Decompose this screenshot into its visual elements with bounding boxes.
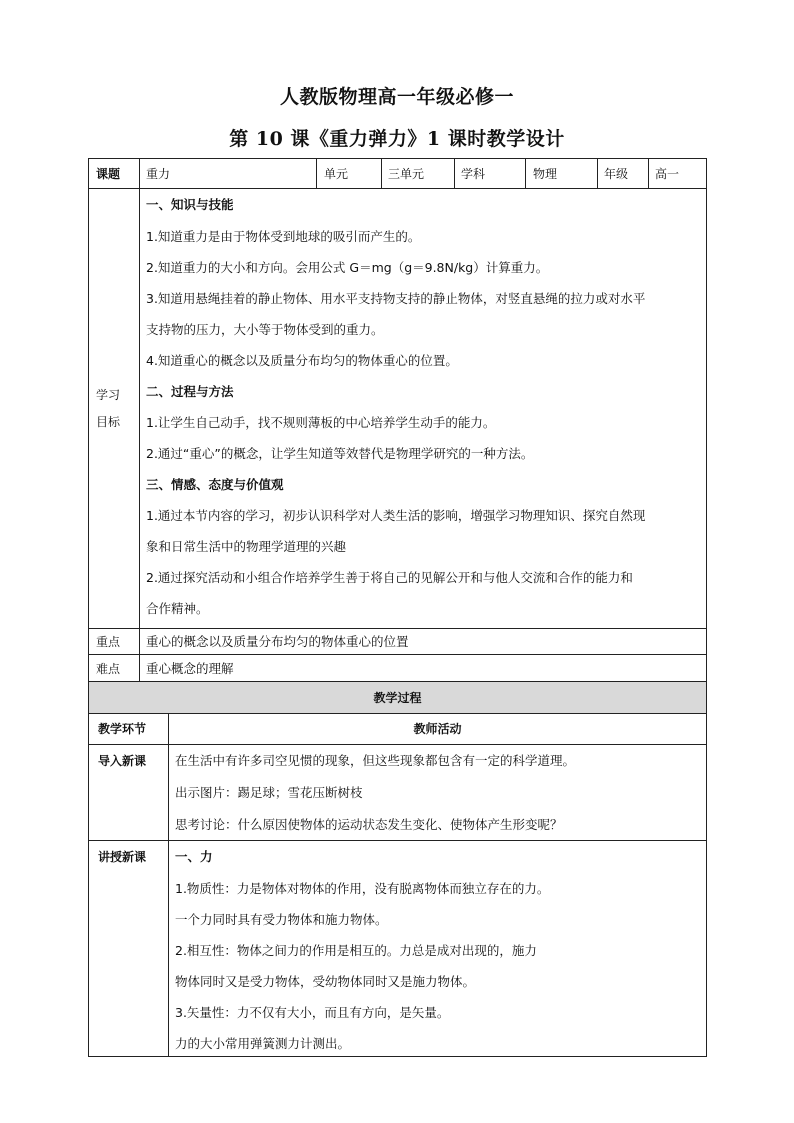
objective-line: 三、情感、态度与价值观 [146,477,284,492]
objective-line: 支持物的压力，大小等于物体受到的重力。 [146,322,384,337]
document-title: 人教版物理高一年级必修一 [279,86,514,108]
intro-line: 出示图片：踢足球；雪花压断树枝 [175,785,363,800]
objective-line: 4.知道重心的概念以及质量分布均匀的物体重心的位置。 [146,353,458,368]
process-header: 教学过程 [373,691,422,705]
lecture-line: 力的大小常用弹簧测力计测出。 [175,1036,351,1051]
lecture-label: 讲授新课 [98,850,147,864]
objective-line: 一、知识与技能 [146,197,234,212]
key-point-label: 重点 [96,635,121,649]
objective-line: 1.通过本节内容的学习，初步认识科学对人类生活的影响，增强学习物理知识、探究自然现 [146,508,646,523]
intro-line: 思考讨论：什么原因使物体的运动状态发生变化、使物体产生形变呢？ [175,817,563,832]
objective-line: 象和日常生活中的物理学道理的兴趣 [146,539,347,554]
objective-line: 2.通过“重心”的概念，让学生知道等效替代是物理学研究的一种方法。 [146,446,534,461]
lecture-line: 一个力同时具有受力物体和施力物体。 [175,912,388,927]
objective-line: 2.知道重力的大小和方向。会用公式 G＝mg（g＝9.8N/kg）计算重力。 [146,260,549,275]
nianji-value: 高一 [655,167,680,181]
lecture-line: 一、力 [175,849,213,864]
lecture-line: 物体同时又是受力物体，受幼物体同时又是施力物体。 [175,974,476,989]
lecture-line: 1.物质性：力是物体对物体的作用，没有脱离物体而独立存在的力。 [175,881,550,896]
objective-line: 3.知道用悬绳挂着的静止物体、用水平支持物支持的静止物体，对竖直悬绳的拉力或对水平 [146,291,646,306]
difficulty-value: 重心概念的理解 [146,661,234,676]
keti-value: 重力 [146,167,171,181]
objective-line: 二、过程与方法 [146,384,234,399]
objective-line: 1.知道重力是由于物体受到地球的吸引而产生的。 [146,229,421,244]
objective-line: 1.让学生自己动手，找不规则薄板的中心培养学生动手的能力。 [146,415,496,430]
lesson-title: 第 10 课《重力弹力》1 课时教学设计 [229,128,565,150]
objective-line: 合作精神。 [146,601,209,616]
objective-line: 2.通过探究活动和小组合作培养学生善于将自己的见解公开和与他人交流和合作的能力和 [146,570,633,585]
xueke-value: 物理 [533,167,558,181]
intro-line: 在生活中有许多司空见惯的现象，但这些现象都包含有一定的科学道理。 [175,753,576,768]
lecture-line: 2.相互性：物体之间力的作用是相互的。力总是成对出现的，施力 [175,943,537,958]
difficulty-label: 难点 [96,662,121,676]
lesson-table [88,158,707,1057]
process-col2-header: 教师活动 [413,722,462,736]
intro-label: 导入新课 [98,754,147,768]
xueke-label: 学科 [461,167,486,181]
nianji-label: 年级 [604,167,629,181]
key-point-value: 重心的概念以及质量分布均匀的物体重心的位置 [146,634,409,649]
objectives-label-line2: 目标 [96,415,121,429]
keti-label: 课题 [96,167,121,181]
objectives-label-line1: 学习 [96,388,121,402]
process-col1-header: 教学环节 [98,722,147,736]
lecture-line: 3.矢量性：力不仅有大小，而且有方向，是矢量。 [175,1005,450,1020]
danyuan-label: 单元 [324,167,349,181]
danyuan-value: 三单元 [388,167,425,181]
